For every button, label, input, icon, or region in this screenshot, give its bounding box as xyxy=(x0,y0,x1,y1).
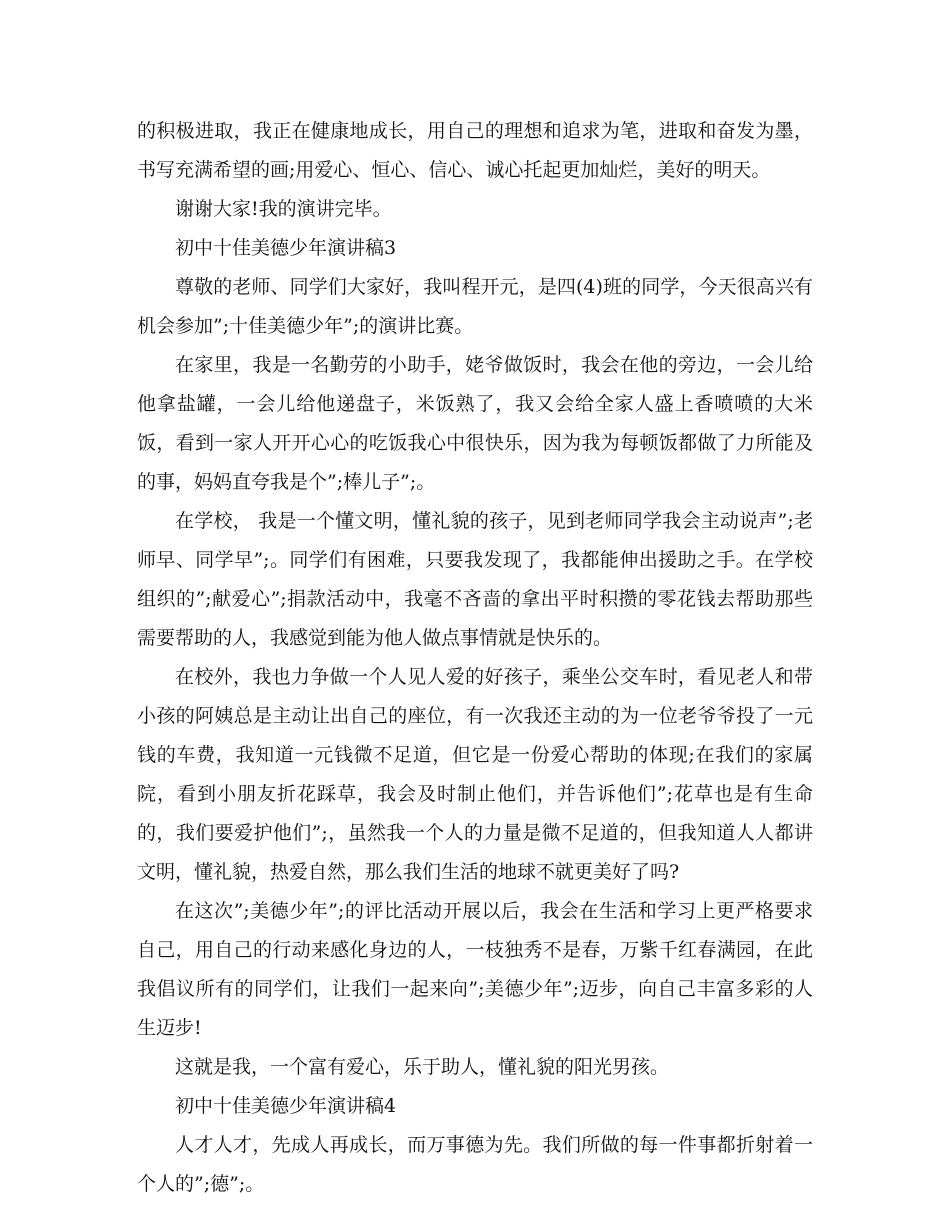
paragraph-intro: 尊敬的老师、同学们大家好，我叫程开元，是四(4)班的同学，今天很高兴有机会参加”;十佳美德少年”;的演讲比赛。 xyxy=(137,276,813,337)
paragraph-outside-school: 在校外，我也力争做一个人见人爱的好孩子，乘坐公交车时，看见老人和带小孩的阿姨总是主动让出自己的座位，有一次我还主动的为一位老爷爷投了一元钱的车费，我知道一元钱微不足道，但它是一份爱心帮助的体现;在我们的家属院，看到小朋友折花踩草，我会及时制止他们，并告诉他们”;花草也是有生命的，我们要爱护他们”;，虽然我一个人的力量是微不足道的，但我知道人人都讲文明，懂礼貌，热爱自然，那么我们生活的地球不就更美好了吗? xyxy=(137,666,813,883)
paragraph-at-school: 在学校， 我是一个懂文明，懂礼貌的孩子，见到老师同学我会主动说声”;老师早、同学早”;。同学们有困难，只要我发现了，我都能伸出援助之手。在学校组织的”;献爱心”;捐款活动中，我毫不吝啬的拿出平时积攒的零花钱去帮助那些需要帮助的人，我感觉到能为他人做点事情就是快乐的。 xyxy=(137,510,813,649)
section-heading-3: 初中十佳美德少年演讲稿3 xyxy=(175,237,397,259)
document-body xyxy=(137,112,813,1204)
paragraph-at-home: 在家里，我是一名勤劳的小助手，姥爷做饭时，我会在他的旁边，一会儿给他拿盐罐，一会儿给他递盘子，米饭熟了，我又会给全家人盛上香喷喷的大米饭，看到一家人开开心心的吃饭我心中很快乐，因为我为每顿饭都做了力所能及的事，妈妈直夸我是个”;棒儿子”;。 xyxy=(137,354,813,493)
paragraph-virtue: 人才人才，先成人再成长，而万事德为先。我们所做的每一件事都折射着一个人的”;德”;。 xyxy=(137,1134,813,1195)
section-heading-4: 初中十佳美德少年演讲稿4 xyxy=(175,1095,397,1117)
paragraph-thanks: 谢谢大家!我的演讲完毕。 xyxy=(175,198,392,220)
paragraph-closing: 这就是我，一个富有爱心，乐于助人，懂礼貌的阳光男孩。 xyxy=(175,1056,670,1078)
paragraph-commitment: 在这次”;美德少年”;的评比活动开展以后，我会在生活和学习上更严格要求自己，用自己的行动来感化身边的人，一枝独秀不是春，万紫千红春满园，在此我倡议所有的同学们，让我们一起来向”;美德少年”;迈步，向自己丰富多彩的人生迈步! xyxy=(137,900,813,1039)
paragraph-continuation: 的积极进取，我正在健康地成长，用自己的理想和追求为笔，进取和奋发为墨，书写充满希望的画;用爱心、恒心、信心、诚心托起更加灿烂，美好的明天。 xyxy=(137,120,813,181)
